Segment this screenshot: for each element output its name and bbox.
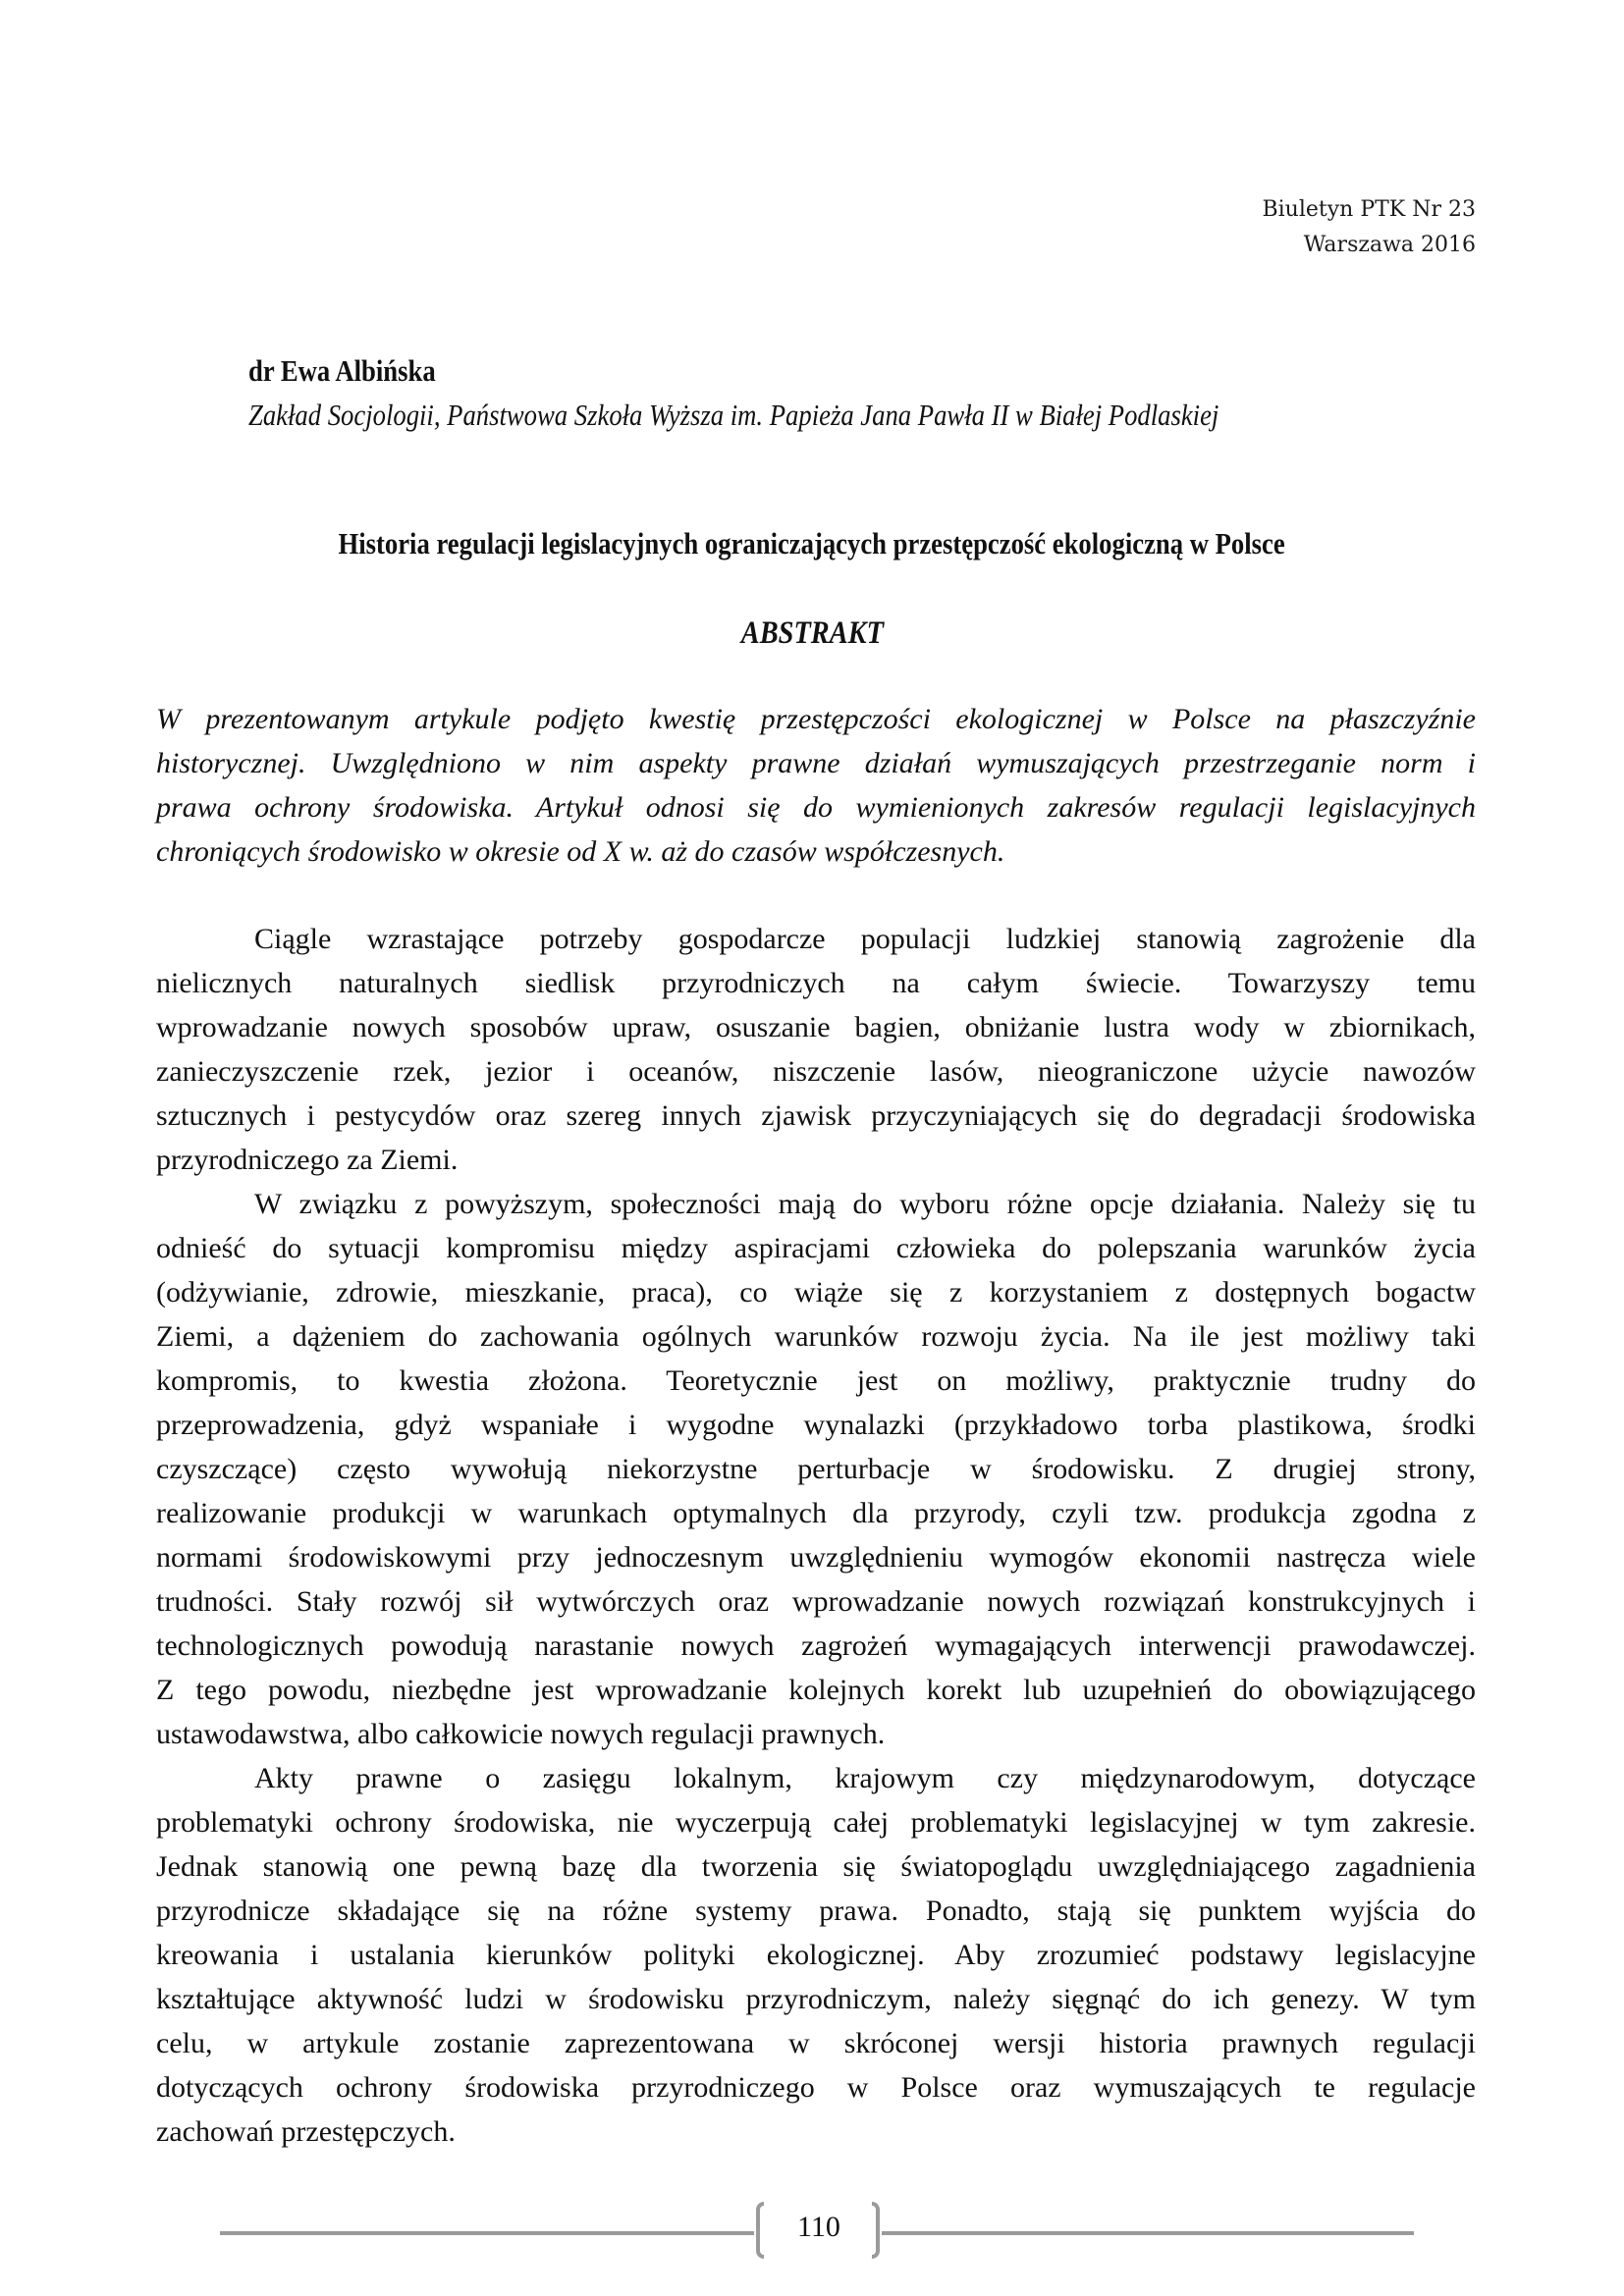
paragraph-line: Ciągle wzrastające potrzeby gospodarcze populacji ludzkiej stanowią zagrożenie dla — [254, 923, 1476, 955]
abstract-line: W prezentowanym artykule podjęto kwestię przestępczości ekologicznej w Polsce na płaszczyźnie — [156, 703, 1476, 735]
journal-name: Biuletyn PTK Nr 23 — [1262, 197, 1476, 222]
right-bracket-ornament — [872, 2202, 880, 2259]
page-footer — [220, 2194, 1414, 2253]
paragraph-line: sztucznych i pestycydów oraz szereg innych zjawisk przyczyniających się do degradacji środowiska — [156, 1099, 1476, 1132]
paragraph-line: ustawodawstwa, albo całkowicie nowych regulacji prawnych. — [156, 1718, 886, 1750]
footer-rule-right — [882, 2231, 1414, 2235]
paragraph-line: problematyki ochrony środowiska, nie wyczerpują całej problematyki legislacyjnej w tym zakresie. — [156, 1806, 1476, 1839]
paragraph-line: przeprowadzenia, gdyż wspaniałe i wygodne wynalazki (przykładowo torba plastikowa, środki — [156, 1409, 1476, 1441]
paragraph-line: zanieczyszczenie rzek, jezior i oceanów, niszczenie lasów, nieograniczone użycie nawozów — [156, 1055, 1476, 1088]
article-title-text: Historia regulacji legislacyjnych ograniczających przestępczość ekologiczną w Polsce — [338, 526, 1286, 561]
paragraph-line: Akty prawne o zasięgu lokalnym, krajowym czy międzynarodowym, dotyczące — [254, 1762, 1476, 1794]
left-bracket-ornament — [756, 2202, 764, 2259]
abstract-line: prawa ochrony środowiska. Artykuł odnosi się do wymienionych zakresów regulacji legislacyjnych — [156, 791, 1476, 824]
paragraph-line: realizowanie produkcji w warunkach optymalnych dla przyrody, czyli tzw. produkcja zgodna z — [156, 1497, 1476, 1529]
abstract-heading — [0, 611, 1624, 656]
paragraph-line: celu, w artykule zostanie zaprezentowana w skróconej wersji historia prawnych regulacji — [156, 2027, 1476, 2059]
paragraph-line: wprowadzanie nowych sposobów upraw, osuszanie bagien, obniżanie lustra wody w zbiornikach, — [156, 1011, 1476, 1043]
paragraph-line: kreowania i ustalania kierunków polityki ekologicznej. Aby zrozumieć podstawy legislacyjne — [156, 1939, 1476, 1971]
page-number: 110 — [797, 2211, 840, 2243]
article-title — [0, 522, 1624, 565]
abstract-line: historycznej. Uwzględniono w nim aspekty prawne działań wymuszających przestrzeganie norm i — [156, 747, 1476, 779]
body-paragraph — [156, 1756, 1476, 2154]
abstract-text — [156, 697, 1476, 874]
author-name: dr Ewa Albińska — [248, 353, 436, 388]
paragraph-line: kompromis, to kwestia złożona. Teoretycznie jest on możliwy, praktycznie trudny do — [156, 1364, 1476, 1397]
article-body — [156, 917, 1476, 2154]
paragraph-line: Z tego powodu, niezbędne jest wprowadzanie kolejnych korekt lub uzupełnień do obowiązującego — [156, 1674, 1476, 1706]
paragraph-line: technologicznych powodują narastanie nowych zagrożeń wymagających interwencji prawodawczej. — [156, 1629, 1476, 1662]
paragraph-line: (odżywianie, zdrowie, mieszkanie, praca), co wiąże się z korzystaniem z dostępnych bogactw — [156, 1276, 1476, 1308]
journal-header — [1262, 192, 1476, 263]
footer-rule-left — [220, 2231, 754, 2235]
paragraph-line: zachowań przestępczych. — [156, 2115, 456, 2148]
paragraph-line: nielicznych naturalnych siedlisk przyrodniczych na całym świecie. Towarzyszy temu — [156, 967, 1476, 999]
paragraph-line: W związku z powyższym, społeczności mają do wyboru różne opcje działania. Należy się tu — [254, 1188, 1476, 1220]
paragraph-line: normami środowiskowymi przy jednoczesnym uwzględnieniu wymogów ekonomii nastręcza wiele — [156, 1541, 1476, 1574]
abstract-heading-text: ABSTRAKT — [740, 615, 884, 651]
paragraph-line: trudności. Stały rozwój sił wytwórczych oraz wprowadzanie nowych rozwiązań konstrukcyjnych i — [156, 1585, 1476, 1618]
publication-place-year: Warszawa 2016 — [1303, 233, 1476, 257]
paragraph-line: Jednak stanowią one pewną bazę dla tworzenia się światopoglądu uwzględniającego zagadnienia — [156, 1850, 1476, 1883]
paragraph-line: odnieść do sytuacji kompromisu między aspiracjami człowieka do polepszania warunków życia — [156, 1232, 1476, 1264]
body-paragraph — [156, 1182, 1476, 1756]
body-paragraph — [156, 917, 1476, 1182]
paragraph-line: czyszczące) często wywołują niekorzystne perturbacje w środowisku. Z drugiej strony, — [156, 1453, 1476, 1485]
abstract-line: chroniących środowisko w okresie od X w. aż do czasów współczesnych. — [156, 835, 1005, 868]
paragraph-line: Ziemi, a dążeniem do zachowania ogólnych warunków rozwoju życia. Na ile jest możliwy taki — [156, 1320, 1476, 1353]
paragraph-line: przyrodniczego za Ziemi. — [156, 1144, 459, 1176]
paragraph-line: kształtujące aktywność ludzi w środowisku przyrodniczym, należy sięgnąć do ich genezy. W tym — [156, 1983, 1476, 2015]
paragraph-line: przyrodnicze składające się na różne systemy prawa. Ponadto, stają się punktem wyjścia do — [156, 1895, 1476, 1927]
paragraph-line: dotyczących ochrony środowiska przyrodniczego w Polsce oraz wymuszających te regulacje — [156, 2071, 1476, 2104]
author-block — [248, 349, 1486, 438]
author-affiliation: Zakład Socjologii, Państwowa Szkoła Wyższa im. Papieża Jana Pawła II w Białej Podlaskiej — [248, 398, 1219, 432]
